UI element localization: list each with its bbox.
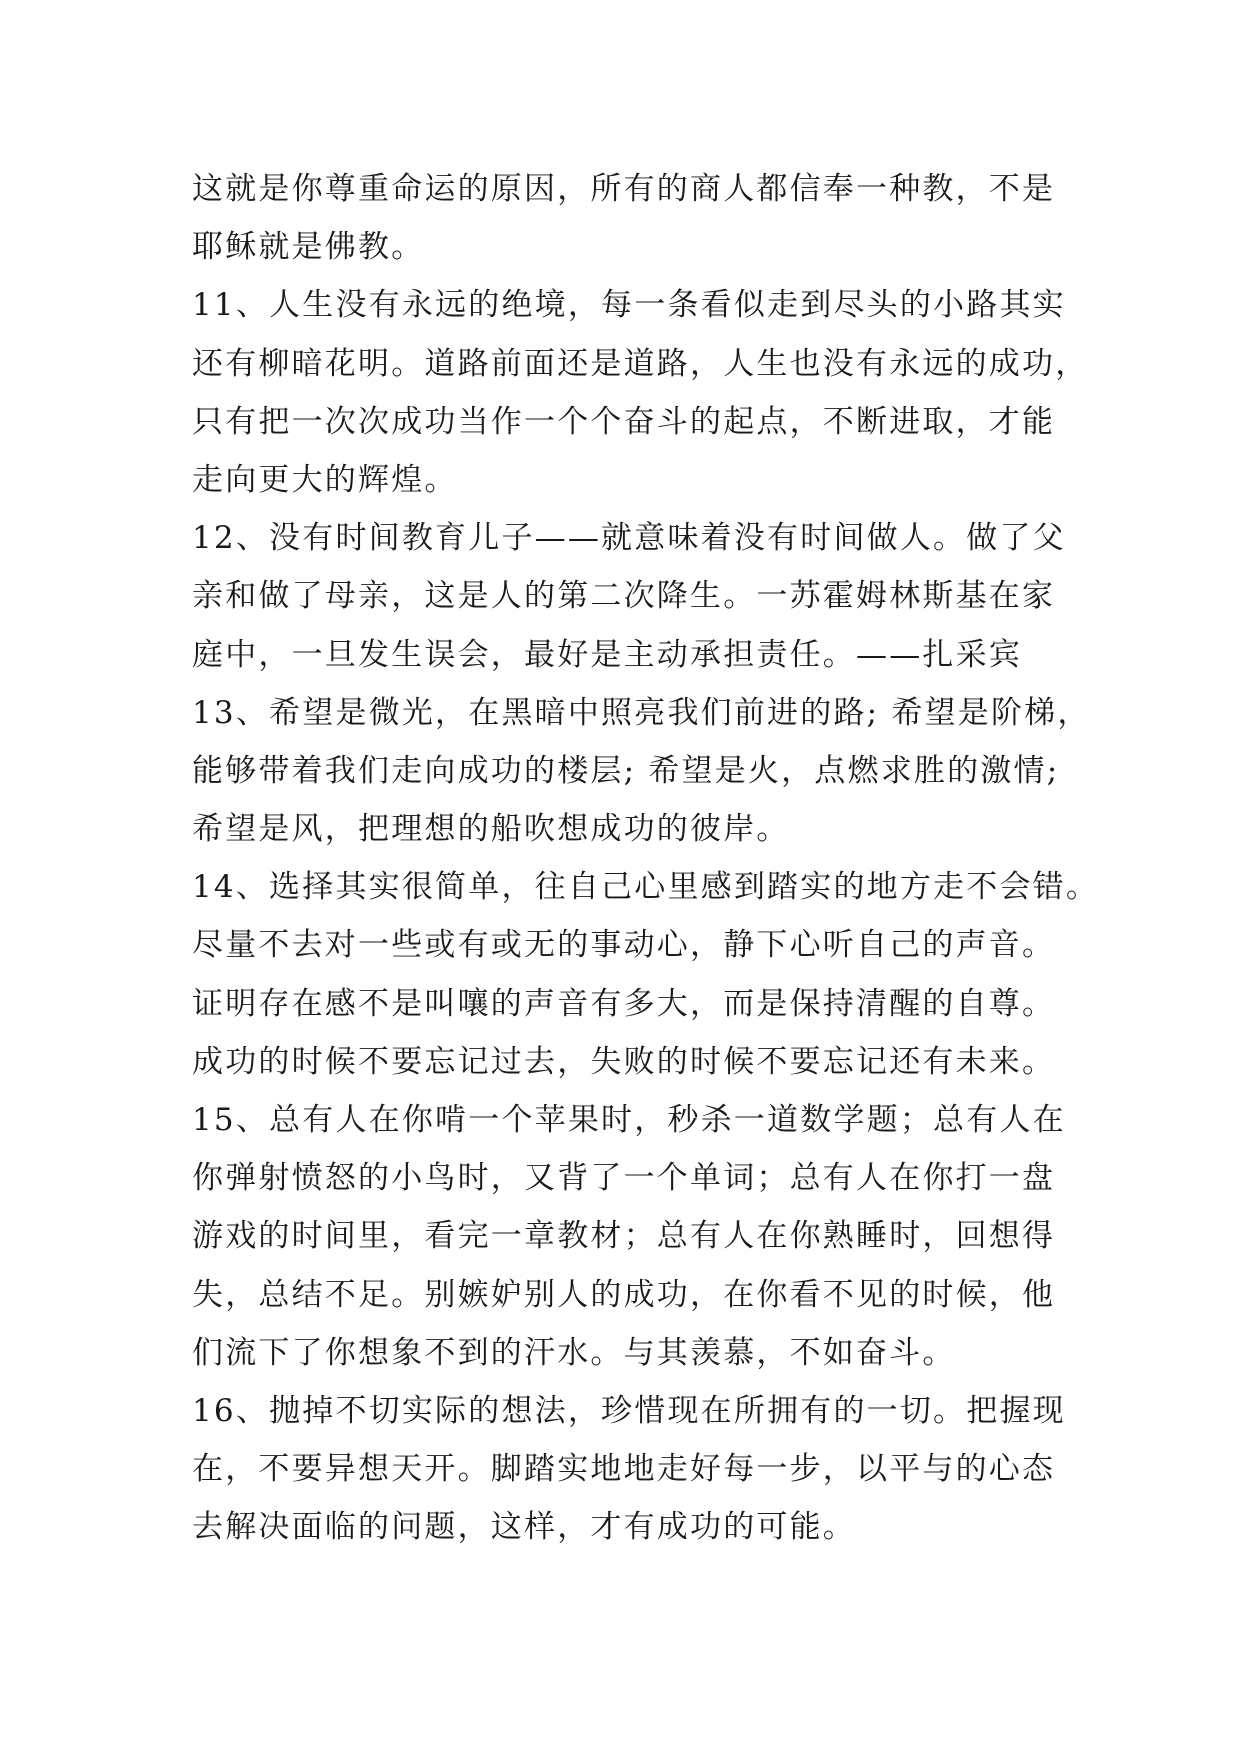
text-line: 在，不要异想天开。脚踏实地地走好每一步，以平与的心态 [192,1451,1056,1488]
text-line: 成功的时候不要忘记过去，失败的时候不要忘记还有未来。 [192,1043,1056,1080]
text-line: 12、没有时间教育儿子——就意味着没有时间做人。做了父 [192,520,1066,557]
text-line: 证明存在感不是叫嚷的声音有多大，而是保持清醒的自尊。 [192,985,1056,1022]
text-line: 14、选择其实很简单，往自己心里感到踏实的地方走不会错。 [192,869,1100,906]
text-line: 尽量不去对一些或有或无的事动心，静下心听自己的声音。 [192,927,1056,964]
text-line: 13、希望是微光，在黑暗中照亮我们前进的路; 希望是阶梯， [192,694,1091,731]
text-line: 你弹射愤怒的小鸟时，又背了一个单词；总有人在你打一盘 [192,1160,1056,1197]
text-line: 希望是风，把理想的船吹想成功的彼岸。 [192,811,790,848]
text-line: 这就是你尊重命运的原因，所有的商人都信奉一种教，不是 [192,171,1056,207]
text-line: 亲和做了母亲，这是人的第二次降生。一苏霍姆林斯基在家 [192,578,1056,615]
text-line: 16、抛掉不切实际的想法，珍惜现在所拥有的一切。把握现 [192,1392,1066,1429]
text-line: 15、总有人在你啃一个苹果时，秒杀一道数学题；总有人在 [192,1102,1066,1138]
text-line: 耶稣就是佛教。 [192,229,425,266]
text-line: 只有把一次次成功当作一个个奋斗的起点，不断进取，才能 [192,403,1056,440]
text-line: 走向更大的辉煌。 [192,461,458,498]
text-line: 11、人生没有永远的绝境，每一条看似走到尽头的小路其实 [192,287,1066,324]
text-line: 去解决面临的问题，这样，才有成功的可能。 [192,1509,856,1546]
document-body [192,160,1100,1557]
text-line: 能够带着我们走向成功的楼层; 希望是火，点燃求胜的激情; [192,752,1060,789]
text-line: 们流下了你想象不到的汗水。与其羡慕，不如奋斗。 [192,1334,956,1371]
text-line: 庭中，一旦发生误会，最好是主动承担责任。——扎采宾 [192,636,1022,673]
text-line: 游戏的时间里，看完一章教材；总有人在你熟睡时，回想得 [192,1218,1056,1255]
text-line: 还有柳暗花明。道路前面还是道路，人生也没有永远的成功， [192,345,1089,382]
text-line: 失，总结不足。别嫉妒别人的成功，在你看不见的时候，他 [192,1276,1056,1313]
